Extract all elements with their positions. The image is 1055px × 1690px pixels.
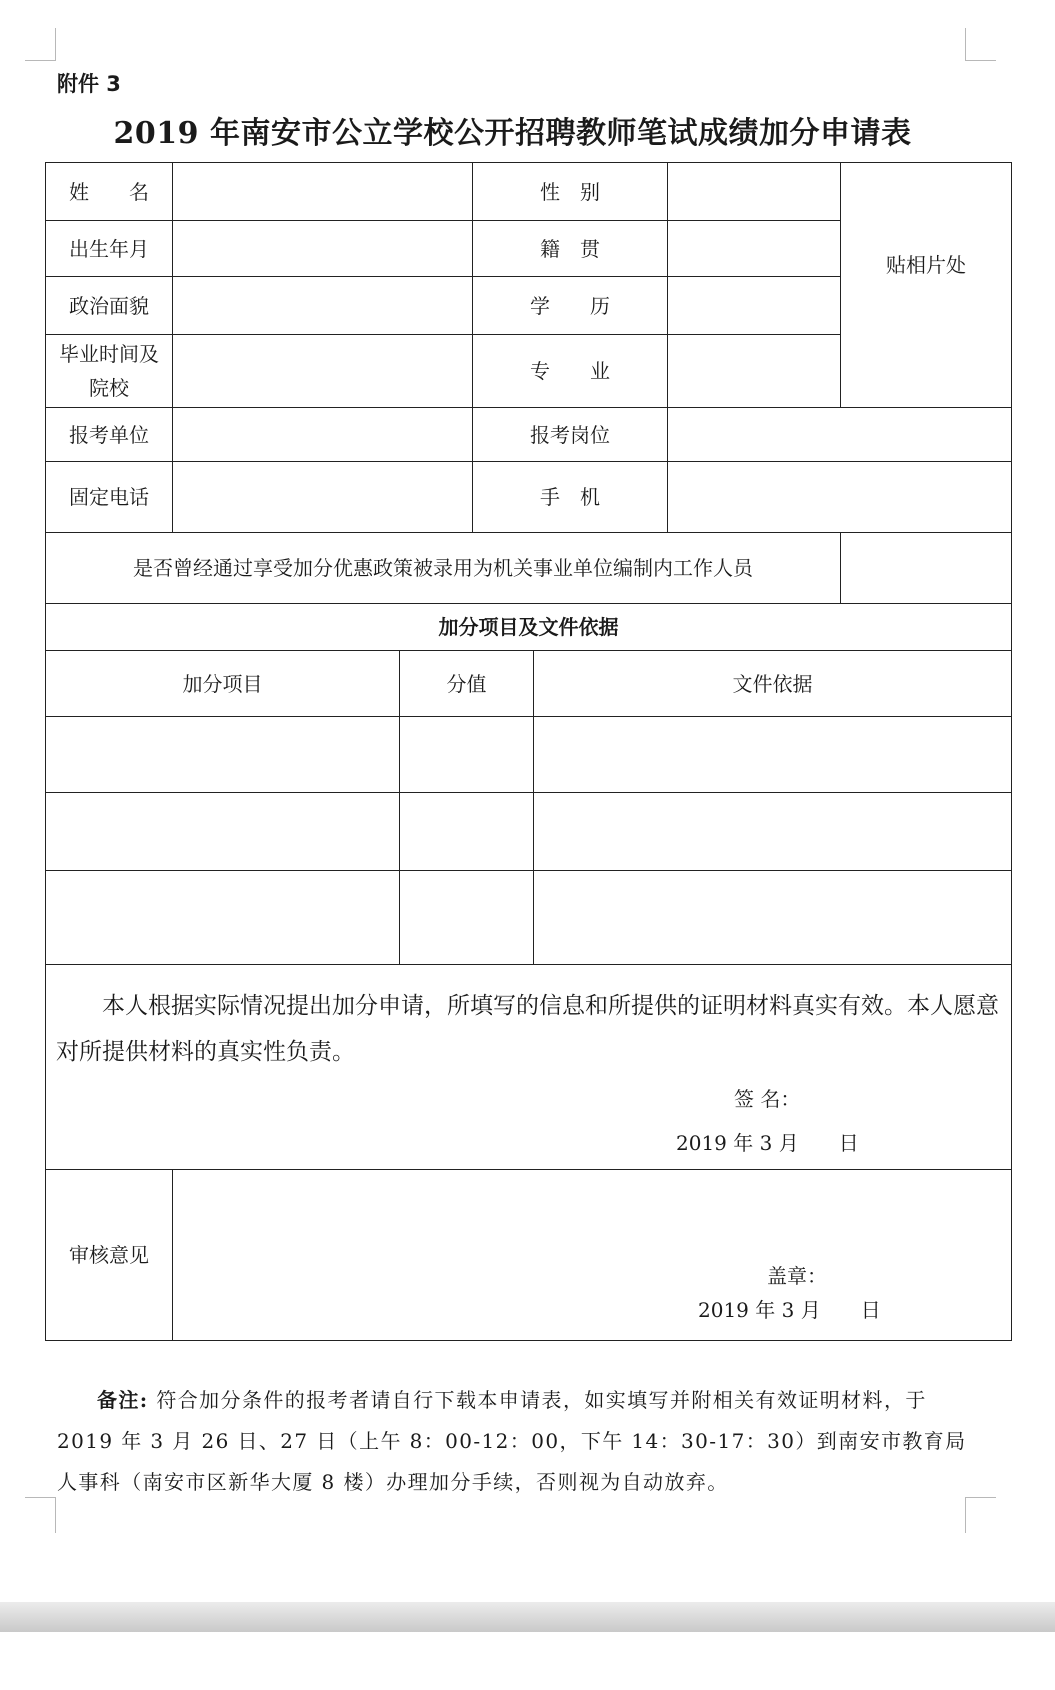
label-name: 姓 名: [46, 163, 173, 221]
crop-mark-bottom-left: [25, 1497, 56, 1533]
row-review: [46, 1170, 1012, 1341]
input-major[interactable]: [668, 335, 841, 408]
input-name[interactable]: [173, 163, 473, 221]
photo-area[interactable]: 贴相片处: [841, 163, 1012, 408]
row-bonus-headers: [46, 651, 1012, 717]
review-date: 2019 年 3 月 日: [698, 1298, 881, 1322]
input-unit[interactable]: [173, 408, 473, 462]
input-position[interactable]: [668, 408, 1012, 462]
input-birth[interactable]: [173, 221, 473, 277]
input-score-2[interactable]: [400, 793, 534, 871]
header-document-basis: 文件依据: [534, 651, 1012, 717]
page-bottom-bar: [0, 1602, 1055, 1632]
label-graduation-line2: 院校: [89, 376, 129, 400]
label-position: 报考岗位: [473, 408, 668, 462]
row-declaration: [46, 965, 1012, 1170]
table-row: [46, 793, 1012, 871]
input-score-3[interactable]: [400, 871, 534, 965]
label-phone: 固定电话: [46, 462, 173, 533]
signature-label[interactable]: 签 名：: [734, 1087, 801, 1111]
row-phone: [46, 462, 1012, 533]
row-question: [46, 533, 1012, 604]
input-mobile[interactable]: [668, 462, 1012, 533]
label-graduation: [46, 335, 173, 408]
label-unit: 报考单位: [46, 408, 173, 462]
label-major: 专 业: [473, 335, 668, 408]
table-row: [46, 717, 1012, 793]
crop-mark-bottom-right: [965, 1497, 996, 1533]
note-paragraph: [57, 1380, 967, 1503]
row-bonus-title: [46, 604, 1012, 651]
label-gender: 性 别: [473, 163, 668, 221]
application-form-table: [45, 162, 1012, 1341]
stamp-label: 盖章：: [767, 1264, 827, 1288]
label-mobile: 手 机: [473, 462, 668, 533]
declaration-text: 本人根据实际情况提出加分申请，所填写的信息和所提供的证明材料真实有效。本人愿意对所提供材料的真实性负责。: [56, 993, 999, 1065]
declaration-cell: [46, 965, 1012, 1170]
crop-mark-top-left: [25, 28, 56, 61]
label-birth: 出生年月: [46, 221, 173, 277]
input-education[interactable]: [668, 277, 841, 335]
input-document-basis-1[interactable]: [534, 717, 1012, 793]
input-question[interactable]: [841, 533, 1012, 604]
input-graduation[interactable]: [173, 335, 473, 408]
input-score-1[interactable]: [400, 717, 534, 793]
note-label: 备注:: [97, 1388, 149, 1412]
label-graduation-line1: 毕业时间及: [59, 342, 159, 366]
input-phone[interactable]: [173, 462, 473, 533]
attachment-label: 附件 3: [57, 72, 121, 96]
input-political[interactable]: [173, 277, 473, 335]
row-unit: [46, 408, 1012, 462]
header-score: 分值: [400, 651, 534, 717]
review-opinion-cell[interactable]: [173, 1170, 1012, 1341]
row-name: [46, 163, 1012, 221]
label-native: 籍 贯: [473, 221, 668, 277]
bonus-section-title: 加分项目及文件依据: [46, 604, 1012, 651]
header-bonus-item: 加分项目: [46, 651, 400, 717]
note-text: 符合加分条件的报考者请自行下载本申请表，如实填写并附相关有效证明材料，于 2019 年 3 月 26 日、27 日（上午 8：00-12：00，下午 14：30-17：30）到南安市教育局人事科（南安市区新华大厦 8 楼）办理加分手续，否则视为自动放弃。: [57, 1388, 967, 1494]
input-document-basis-2[interactable]: [534, 793, 1012, 871]
input-bonus-item-2[interactable]: [46, 793, 400, 871]
input-gender[interactable]: [668, 163, 841, 221]
input-document-basis-3[interactable]: [534, 871, 1012, 965]
input-bonus-item-3[interactable]: [46, 871, 400, 965]
crop-mark-top-right: [965, 28, 996, 61]
input-bonus-item-1[interactable]: [46, 717, 400, 793]
table-row: [46, 871, 1012, 965]
form-title: 2019 年南安市公立学校公开招聘教师笔试成绩加分申请表: [113, 116, 912, 151]
declaration-date: 2019 年 3 月 日: [676, 1131, 859, 1155]
input-native[interactable]: [668, 221, 841, 277]
question-text: 是否曾经通过享受加分优惠政策被录用为机关事业单位编制内工作人员: [46, 533, 841, 604]
label-review: 审核意见: [46, 1170, 173, 1341]
label-education: 学 历: [473, 277, 668, 335]
label-political: 政治面貌: [46, 277, 173, 335]
